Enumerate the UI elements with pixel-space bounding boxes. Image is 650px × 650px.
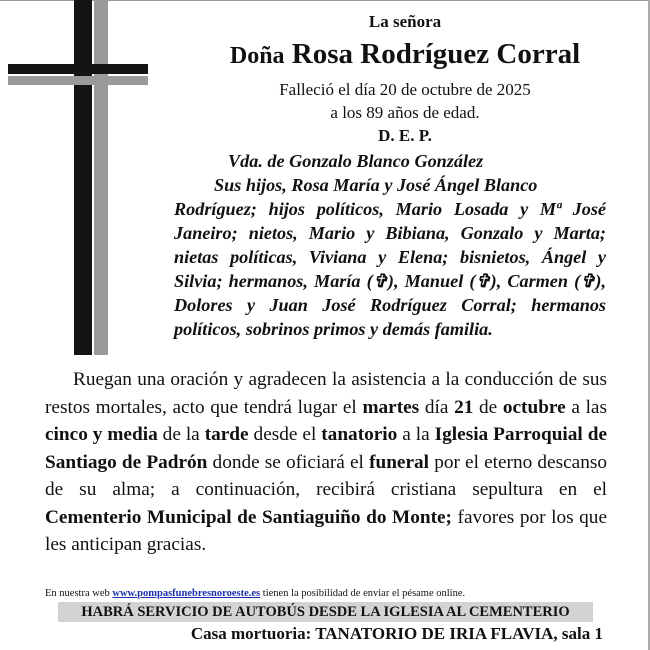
funeral-home-info: Casa mortuoria: TANATORIO DE IRIA FLAVIA, sala 1 (190, 624, 603, 643)
announcement-time: cinco y media (45, 424, 158, 445)
dep-label: D. E. P. (378, 126, 432, 145)
announcement-funeral: funeral (369, 451, 430, 473)
age: a los 89 años de edad. (330, 103, 480, 122)
web-note-prefix: En nuestra web (45, 588, 110, 599)
announcement-part: de la (162, 424, 200, 445)
announcement-part: día (424, 396, 449, 418)
widow-line: Vda. de Gonzalo Blanco González (228, 151, 484, 171)
website-link[interactable]: www.pompasfunebresnoroeste.es (112, 588, 261, 599)
announcement-date: 21 (454, 396, 474, 418)
announcement-part: desde el (253, 424, 317, 445)
cross-horizontal-grey (8, 76, 148, 85)
announcement-funeral-home: tanatorio (321, 424, 398, 445)
announcement-part: donde se oficiará el (212, 451, 364, 473)
title-prefix: Doña (229, 43, 285, 69)
cross-vertical-grey (94, 0, 108, 355)
announcement-part: por el eterno descanso de su alma; a continuación, recibirá cristiana sepultura en el (45, 451, 607, 500)
announcement-part: Ruegan una oración y agradecen la asistencia a la conducción de sus restos mortales, acto que tendrá lugar el (45, 369, 607, 418)
mourners-line-1: Sus hijos, Rosa María y José Ángel Blanco (214, 175, 538, 195)
announcement-period: tarde (204, 424, 249, 445)
announcement-month: octubre (502, 396, 566, 418)
cross-horizontal-black (8, 64, 148, 74)
mourners-line-2: Rodríguez; hijos políticos, Mario Losada y Mª José Janeiro; nietos, Mario y Bibiana, Gonzalo y Marta; nietas políticas, Viviana y Elena; bisnietos, Ángel y Silvia; hermanos, María (✞), Manuel (✞), Carmen (✞), Dolores y Juan José Rodríguez Corral; hermanos políticos, sobrinos primos y demás familia. (174, 199, 606, 339)
announcement-day: martes (362, 396, 420, 418)
full-name: Rosa Rodríguez Corral (291, 38, 581, 70)
announcement-cemetery: Cementerio Municipal de Santiaguiño do Monte; (45, 506, 452, 528)
web-note-suffix: tienen la posibilidad de enviar el pésame online. (262, 588, 466, 599)
cross-vertical-black (74, 0, 92, 355)
mourners-list (174, 149, 606, 341)
web-note (45, 588, 605, 599)
announcement-text (45, 366, 607, 559)
deceased-name (205, 38, 605, 71)
announcement-part: a las (571, 396, 607, 418)
announcement-part: favores por los que les anticipan gracias. (45, 506, 608, 555)
salutation: La señora (368, 12, 442, 31)
cross-icon (0, 0, 200, 360)
announcement-part: de (479, 396, 498, 418)
announcement-part: a la (402, 424, 430, 445)
announcement-church: Iglesia Parroquial de Santiago de Padrón (45, 424, 607, 473)
death-date: Falleció el día 20 de octubre de 2025 (279, 80, 531, 99)
bus-notice: HABRÁ SERVICIO DE AUTOBÚS DESDE LA IGLESIA AL CEMENTERIO (58, 602, 593, 622)
